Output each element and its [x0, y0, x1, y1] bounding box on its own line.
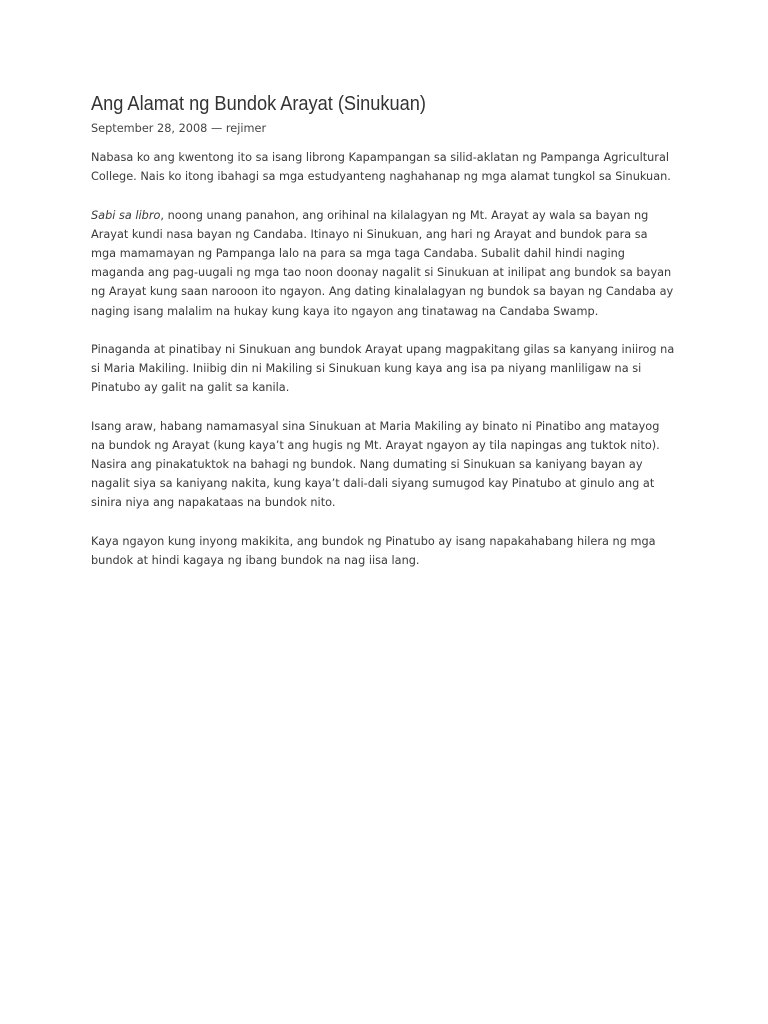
paragraph-line: sinira niya ang napakataas na bundok nito.	[91, 496, 336, 510]
paragraph-line: mga mamamayan ng Pampanga lalo na para sa mga taga Candaba. Subalit dahil hindi naging	[91, 246, 625, 260]
paragraph-line: si Maria Makiling. Iniibig din ni Makiling si Sinukuan kung kaya ang isa pa niyang manliligaw na si	[91, 362, 642, 376]
emphasis-text: Sabi sa libro	[91, 208, 161, 222]
meta-separator: —	[210, 122, 223, 135]
paragraph-line: ng Arayat kung saan narooon ito ngayon. Ang dating kinalalagyan ng bundok sa bayan ng Candaba ay	[91, 285, 674, 299]
paragraph-line: na bundok ng Arayat (kung kaya’t ang hugis ng Mt. Arayat ngayon ay tila napingas ang tuktok nito).	[91, 438, 660, 452]
paragraph-line: nagalit siya sa kaniyang nakita, kung kaya’t dali-dali siyang sumugod kay Pinatubo at ginulo ang at	[91, 477, 655, 491]
paragraph-line: Pinaganda at pinatibay ni Sinukuan ang bundok Arayat upang magpakitang gilas sa kanyang iniirog na	[91, 342, 675, 356]
paragraph-line: Pinatubo ay galit na galit sa kanila.	[91, 381, 290, 395]
paragraph-makiling	[91, 340, 731, 398]
paragraph-conclusion	[91, 532, 731, 570]
post-title: Ang Alamat ng Bundok Arayat (Sinukuan)	[91, 93, 426, 115]
post-meta	[91, 121, 731, 137]
paragraph-conflict	[91, 417, 731, 513]
paragraph-line: Kaya ngayon kung inyong makikita, ang bundok ng Pinatubo ay isang napakahabang hilera ng mga	[91, 534, 656, 548]
post-author: rejimer	[225, 122, 267, 135]
paragraph-origin	[91, 206, 731, 321]
post-body	[91, 148, 731, 570]
paragraph-line: Isang araw, habang namamasyal sina Sinukuan at Maria Makiling ay binato ni Pinatibo ang matayog	[91, 419, 660, 433]
paragraph-line: College. Nais ko itong ibahagi sa mga estudyanteng naghahanap ng mga alamat tungkol sa Sinukuan.	[91, 170, 671, 184]
paragraph-line: Arayat kundi nasa bayan ng Candaba. Itinayo ni Sinukuan, ang hari ng Arayat and bundok para sa	[91, 227, 648, 241]
paragraph-intro	[91, 148, 731, 186]
paragraph-line: Nasira ang pinakatuktok na bahagi ng bundok. Nang dumating si Sinukuan sa kaniyang bayan ay	[91, 458, 643, 471]
paragraph-line: maganda ang pag-uugali ng mga tao noon doonay nagalit si Sinukuan at inilipat ang bundok sa bayan	[91, 266, 672, 280]
post-date: September 28, 2008	[91, 122, 208, 135]
paragraph-line: naging isang malalim na hukay kung kaya ito ngayon ang tinatawag na Candaba Swamp.	[91, 304, 599, 318]
paragraph-line-text: , noong unang panahon, ang orihinal na kilalagyan ng Mt. Arayat ay wala sa bayan ng	[160, 208, 649, 222]
paragraph-line: Nabasa ko ang kwentong ito sa isang librong Kapampangan sa silid-aklatan ng Pampanga Agricultural	[91, 151, 670, 164]
blog-post	[91, 92, 731, 589]
paragraph-line	[91, 206, 731, 225]
paragraph-line: bundok at hindi kagaya ng ibang bundok na nag iisa lang.	[91, 553, 420, 567]
